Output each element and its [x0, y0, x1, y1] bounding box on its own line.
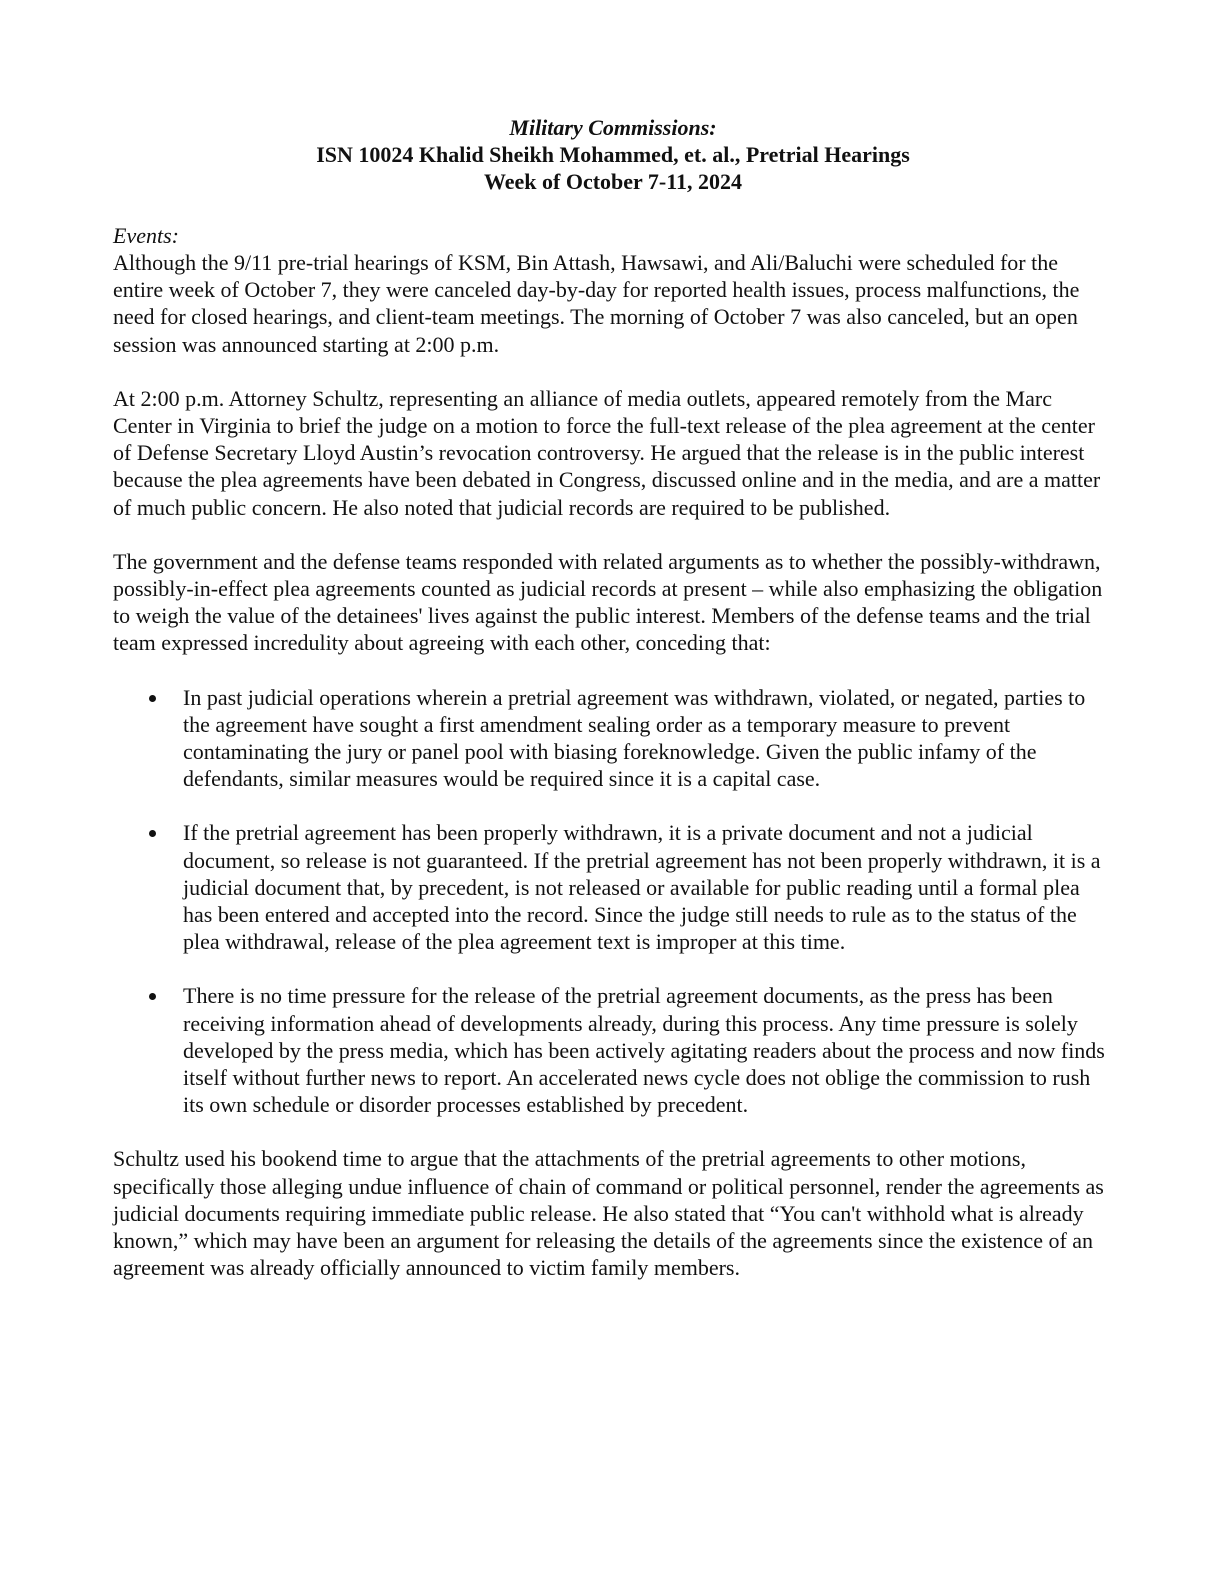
bullet-text: There is no time pressure for the release of the pretrial agreement documents, as the press has been receiving information ahead of developments already, during this process. Any time pressure is solely developed by the press media, which has been actively agitating readers about the process and now finds itself without further news to report. An accelerated news cycle does not oblige the commission to rush its own schedule or disorder processes established by precedent. — [183, 983, 1105, 1118]
bullet-item — [113, 982, 1113, 1118]
bullet-icon — [149, 695, 156, 702]
document-header — [113, 114, 1113, 195]
events-label: Events: — [113, 223, 179, 248]
document-page — [113, 114, 1113, 1282]
bullet-list — [113, 684, 1113, 1119]
bullet-icon — [149, 830, 156, 837]
bullet-item — [113, 684, 1113, 793]
paragraph-closing: Schultz used his bookend time to argue that the attachments of the pretrial agreements to other motions, specifically those alleging undue influence of chain of command or political personnel, render the agreements as judicial documents requiring immediate public release. He also stated that “You can't withhold what is already known,” which may have been an argument for releasing the details of the agreements since the existence of an agreement was already officially announced to victim family members. — [113, 1146, 1104, 1281]
paragraph-schultz-argument: At 2:00 p.m. Attorney Schultz, representing an alliance of media outlets, appeared remotely from the Marc Center in Virginia to brief the judge on a motion to force the full-text release of the plea agreement at the center of Defense Secretary Lloyd Austin’s revocation controversy. He argued that the release is in the public interest because the plea agreements have been debated in Congress, discussed online and in the media, and are a matter of much public concern. He also noted that judicial records are required to be published. — [113, 385, 1101, 520]
bullet-text: If the pretrial agreement has been properly withdrawn, it is a private document and not a judicial document, so release is not guaranteed. If the pretrial agreement has not been properly withdrawn, it is a judicial document that, by precedent, is not released or available for public reading until a formal plea has been entered and accepted into the record. Since the judge still needs to rule as to the status of the plea withdrawal, release of the plea agreement text is improper at this time. — [183, 820, 1101, 955]
bullet-text: In past judicial operations wherein a pretrial agreement was withdrawn, violated, or negated, parties to the agreement have sought a first amendment sealing order as a temporary measure to prevent contaminating the jury or panel pool with biasing foreknowledge. Given the public infamy of the defendants, similar measures would be required since it is a capital case. — [183, 684, 1086, 792]
bullet-item — [113, 819, 1113, 955]
header-line-1: Military Commissions: — [509, 115, 717, 140]
paragraph-responses: The government and the defense teams responded with related arguments as to whether the possibly-withdrawn, possibly-in-effect plea agreements counted as judicial records at present – while also emphasizing the obligation to weigh the value of the detainees' lives against the public interest. Members of the defense teams and the trial team expressed incredulity about agreeing with each other, conceding that: — [113, 548, 1103, 656]
bullet-icon — [149, 993, 156, 1000]
paragraph-schedule: Although the 9/11 pre-trial hearings of KSM, Bin Attash, Hawsawi, and Ali/Baluchi were scheduled for the entire week of October 7, they were canceled day-by-day for reported health issues, process malfunctions, the need for closed hearings, and client-team meetings. The morning of October 7 was also canceled, but an open session was announced starting at 2:00 p.m. — [113, 250, 1080, 357]
header-line-3: Week of October 7-11, 2024 — [483, 169, 743, 194]
header-line-2: ISN 10024 Khalid Sheikh Mohammed, et. al., Pretrial Hearings — [316, 142, 910, 167]
